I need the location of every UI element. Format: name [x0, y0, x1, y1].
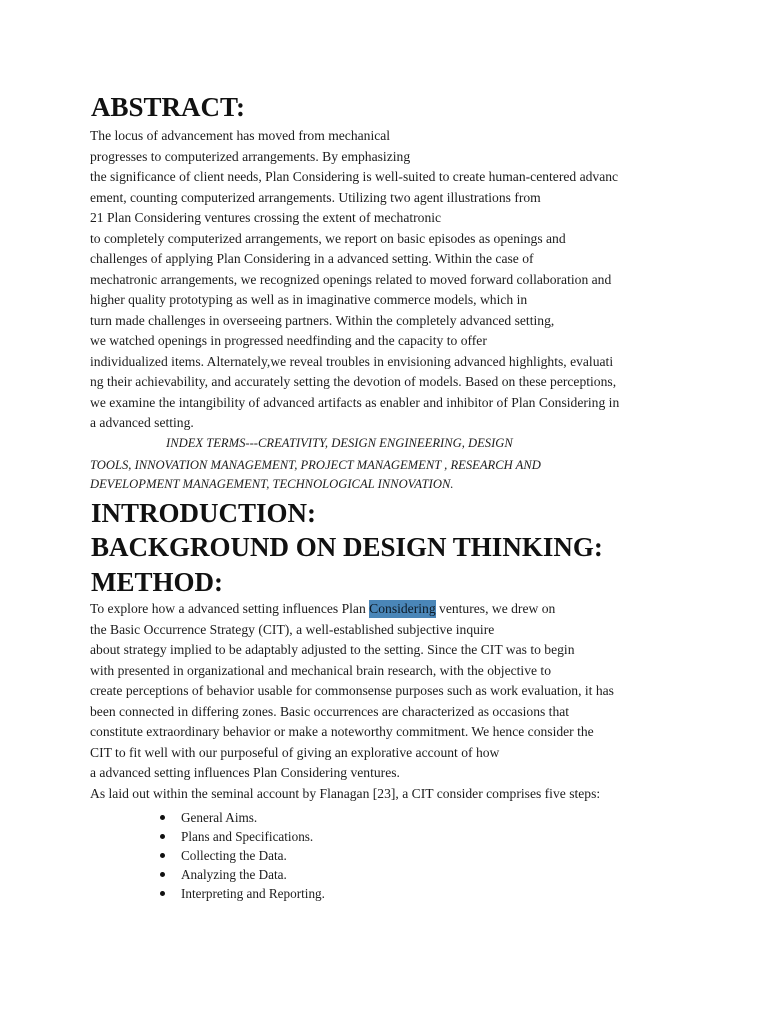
abstract-line: mechatronic arrangements, we recognized openings related to moved forward collaboration and [90, 272, 612, 287]
method-line: As laid out within the seminal account by Flanagan [23], a CIT consider comprises five steps: [90, 786, 601, 801]
list-item-label: General Aims. [181, 810, 258, 825]
abstract-line: turn made challenges in overseeing partners. Within the completely advanced setting, [90, 313, 555, 328]
abstract-line: higher quality prototyping as well as in imaginative commerce models, which in [90, 292, 528, 307]
abstract-line: individualized items. Alternately,we reveal troubles in envisioning advanced highlights, evaluati [90, 354, 614, 369]
abstract-line: ement, counting computerized arrangements. Utilizing two agent illustrations from [90, 190, 541, 205]
abstract-heading: ABSTRACT: [91, 92, 246, 122]
method-line-text: To explore how a advanced setting influences Plan [90, 601, 370, 616]
list-item-label: Plans and Specifications. [181, 829, 314, 844]
bullet-icon [160, 872, 165, 877]
abstract-line: a advanced setting. [90, 415, 194, 430]
list-item-label: Analyzing the Data. [181, 867, 287, 882]
abstract-line: we watched openings in progressed needfinding and the capacity to offer [90, 333, 487, 348]
list-item [140, 846, 325, 865]
method-line [90, 599, 555, 619]
method-heading: METHOD: [91, 567, 223, 597]
method-line: a advanced setting influences Plan Considering ventures. [90, 765, 400, 780]
bullet-icon [160, 834, 165, 839]
list-item [140, 865, 325, 884]
list-item-label: Collecting the Data. [181, 848, 287, 863]
list-item-label: Interpreting and Reporting. [181, 886, 325, 901]
abstract-line: to completely computerized arrangements, we report on basic episodes as openings and [90, 231, 566, 246]
method-line: about strategy implied to be adaptably adjusted to the setting. Since the CIT was to begin [90, 642, 575, 657]
index-terms-line: TOOLS, INNOVATION MANAGEMENT, PROJECT MANAGEMENT , RESEARCH AND [90, 458, 541, 472]
method-line: with presented in organizational and mechanical brain research, with the objective to [90, 663, 552, 678]
abstract-line: The locus of advancement has moved from mechanical [90, 128, 391, 143]
introduction-heading: INTRODUCTION: [91, 498, 317, 528]
bullet-icon [160, 853, 165, 858]
index-terms-line: DEVELOPMENT MANAGEMENT, TECHNOLOGICAL INNOVATION. [90, 477, 454, 491]
abstract-line: challenges of applying Plan Considering in a advanced setting. Within the case of [90, 251, 534, 266]
abstract-line: 21 Plan Considering ventures crossing the extent of mechatronic [90, 210, 442, 225]
steps-list [140, 808, 325, 903]
method-line: constitute extraordinary behavior or make a noteworthy commitment. We hence consider the [90, 724, 594, 739]
bullet-icon [160, 891, 165, 896]
list-item [140, 827, 325, 846]
abstract-line: progresses to computerized arrangements. By emphasizing [90, 149, 411, 164]
background-heading: BACKGROUND ON DESIGN THINKING: [91, 532, 603, 562]
list-item [140, 884, 325, 903]
method-line: been connected in differing zones. Basic occurrences are characterized as occasions that [90, 704, 570, 719]
method-line: CIT to fit well with our purposeful of giving an explorative account of how [90, 745, 500, 760]
list-item [140, 808, 325, 827]
method-line: the Basic Occurrence Strategy (CIT), a well-established subjective inquire [90, 622, 495, 637]
selected-word-highlight[interactable]: Considering [369, 601, 436, 616]
index-terms-line: INDEX TERMS---CREATIVITY, DESIGN ENGINEERING, DESIGN [166, 436, 513, 450]
method-line-text: ventures, we drew on [435, 601, 556, 616]
method-line: create perceptions of behavior usable for commonsense purposes such as work evaluation, it has [90, 683, 614, 698]
abstract-line: the significance of client needs, Plan Considering is well-suited to create human-centered advanc [90, 169, 619, 184]
bullet-icon [160, 815, 165, 820]
abstract-line: we examine the intangibility of advanced artifacts as enabler and inhibitor of Plan Considering in [90, 395, 620, 410]
abstract-line: ng their achievability, and accurately setting the devotion of models. Based on these perceptions, [90, 374, 617, 389]
